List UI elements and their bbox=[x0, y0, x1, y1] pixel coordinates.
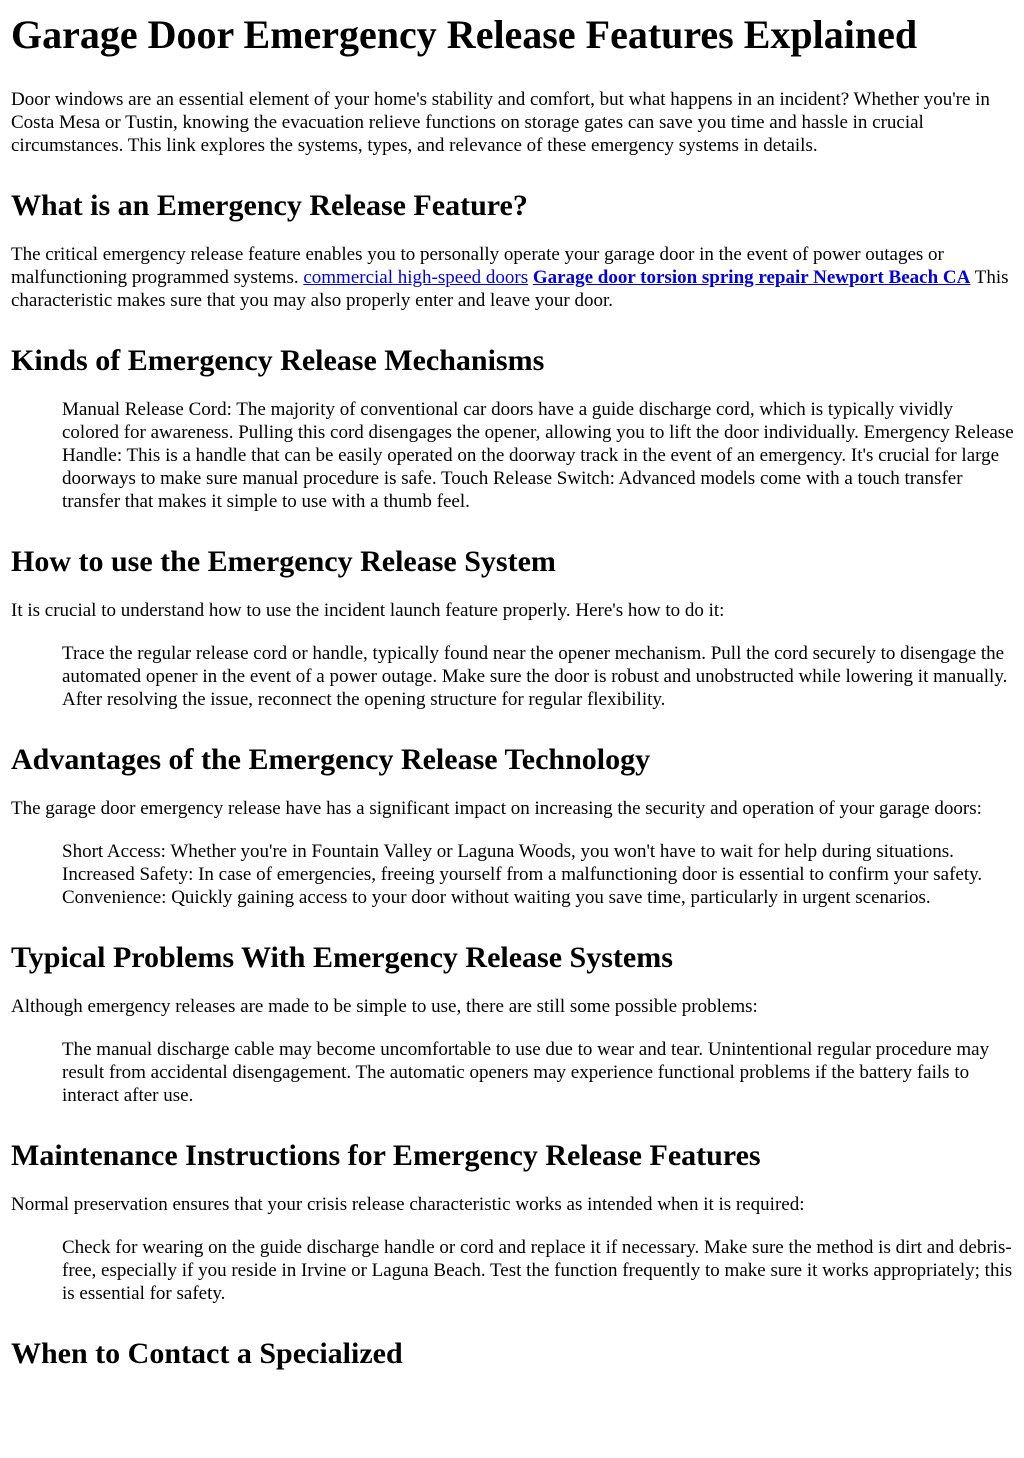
section-quote-kinds: Manual Release Cord: The majority of conventional car doors have a guide discharge cord, which is typically vividly colored for awareness. Pulling this cord disengages the opener, allowing you to lift the door individually. Emergency Release Handle: This is a handle that can be easily operated on the doorway track in the event of an emergency. It's crucial for large doorways to make sure manual procedure is safe. Touch Release Switch: Advanced models come with a touch transfer transfer that makes it simple to use with a thumb feel. bbox=[62, 399, 1014, 512]
section-paragraph-maintenance: Normal preservation ensures that your crisis release characteristic works as intended when it is required: bbox=[11, 1194, 805, 1215]
section-heading-kinds: Kinds of Emergency Release Mechanisms bbox=[11, 344, 545, 377]
paragraph-text: The critical emergency release feature enables you to personally operate your garage door in the event of power outages or malfunctioning programmed systems. bbox=[11, 244, 944, 288]
article bbox=[0, 12, 1024, 1371]
link-torsion-spring-repair[interactable]: Garage door torsion spring repair Newport Beach CA bbox=[532, 267, 971, 288]
section-heading-maintenance: Maintenance Instructions for Emergency Release Features bbox=[11, 1139, 761, 1172]
section-quote-maintenance: Check for wearing on the guide discharge handle or cord and replace it if necessary. Make sure the method is dirt and debris-free, especially if you reside in Irvine or Laguna Beach. Test the function frequently to make sure it works appropriately; this is essential for safety. bbox=[62, 1237, 1013, 1304]
section-quote-advantages: Short Access: Whether you're in Fountain Valley or Laguna Woods, you won't have to wait for help during situations. Increased Safety: In case of emergencies, freeing yourself from a malfunctioning door is essential to confirm your safety. Convenience: Quickly gaining access to your door without waiting you save time, particularly in urgent scenarios. bbox=[62, 841, 983, 908]
section-heading-contact: When to Contact a Specialized bbox=[11, 1337, 403, 1370]
section-heading-advantages: Advantages of the Emergency Release Technology bbox=[11, 743, 651, 776]
intro-paragraph: Door windows are an essential element of your home's stability and comfort, but what happens in an incident? Whether you're in Costa Mesa or Tustin, knowing the evacuation relieve functions on storage gates can save you time and hassle in crucial circumstances. This link explores the systems, types, and relevance of these emergency systems in details. bbox=[11, 89, 990, 156]
section-paragraph-how-to-use: It is crucial to understand how to use the incident launch feature properly. Here's how to do it: bbox=[11, 600, 725, 621]
section-heading-what-is: What is an Emergency Release Feature? bbox=[11, 189, 528, 222]
link-commercial-high-speed-doors[interactable]: commercial high-speed doors bbox=[303, 267, 529, 288]
section-quote-problems: The manual discharge cable may become uncomfortable to use due to wear and tear. Unintentional regular procedure may result from accidental disengagement. The automatic openers may experience functional problems if the battery fails to interact after use. bbox=[62, 1039, 990, 1106]
section-heading-problems: Typical Problems With Emergency Release Systems bbox=[11, 941, 673, 974]
section-paragraph-advantages: The garage door emergency release have has a significant impact on increasing the security and operation of your garage doors: bbox=[11, 798, 982, 819]
section-paragraph-problems: Although emergency releases are made to be simple to use, there are still some possible problems: bbox=[11, 996, 758, 1017]
page-title: Garage Door Emergency Release Features Explained bbox=[11, 12, 918, 57]
paragraph-text: This characteristic makes sure that you may also properly enter and leave your door. bbox=[11, 267, 1009, 311]
section-heading-how-to-use: How to use the Emergency Release System bbox=[11, 545, 556, 578]
section-quote-how-to-use: Trace the regular release cord or handle, typically found near the opener mechanism. Pull the cord securely to disengage the automated opener in the event of a power outage. Make sure the door is robust and unobstructed while lowering it manually. After resolving the issue, reconnect the opening structure for regular flexibility. bbox=[62, 643, 1008, 710]
section-paragraph-what-is bbox=[11, 243, 1014, 312]
